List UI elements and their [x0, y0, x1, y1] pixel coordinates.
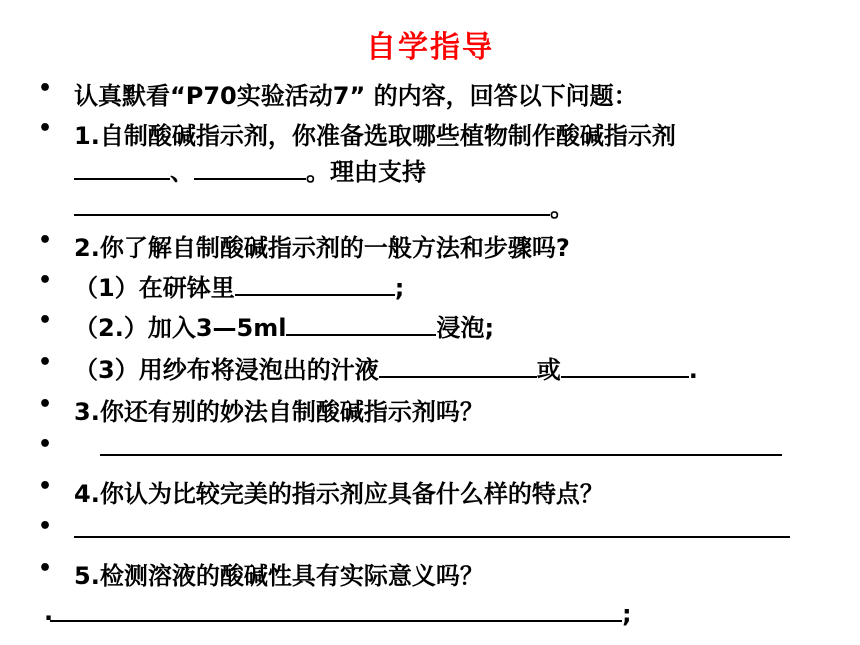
step-1-end: ;: [394, 274, 405, 302]
answer-blank[interactable]: [379, 354, 537, 378]
answer-blank[interactable]: [74, 514, 790, 538]
separator: 、: [170, 158, 194, 186]
period: 。: [550, 194, 574, 222]
step-3-or: 或: [536, 356, 561, 384]
answer-blank[interactable]: [50, 598, 622, 622]
step-2-end: 浸泡;: [436, 314, 495, 342]
answer-blank[interactable]: [561, 354, 689, 378]
leading-dot: .: [44, 598, 54, 626]
question-4-text: 4.你认为比较完美的指示剂应具备什么样的特点？: [74, 480, 604, 508]
step-2-text: （2.）加入3—5ml: [74, 314, 287, 342]
bullet: •: [38, 308, 53, 333]
bullet: •: [38, 474, 53, 499]
bullet: •: [38, 350, 53, 375]
bullet: •: [38, 228, 53, 253]
answer-blank[interactable]: [100, 432, 782, 456]
bullet: •: [38, 268, 53, 293]
question-1-reason: 。理由支持: [306, 158, 426, 186]
intro-text: 认真默看“P70实验活动7” 的内容，回答以下问题：: [74, 82, 638, 110]
question-2-text: 2.你了解自制酸碱指示剂的一般方法和步骤吗?: [74, 234, 570, 262]
question-5-text: 5.检测溶液的酸碱性具有实际意义吗？: [74, 562, 484, 590]
bullet: •: [38, 514, 53, 539]
bullet: •: [38, 392, 53, 417]
bullet: •: [38, 76, 53, 101]
answer-blank[interactable]: [286, 312, 436, 336]
bullet: •: [38, 556, 53, 581]
step-3-end: .: [688, 356, 698, 384]
answer-blank[interactable]: [194, 156, 306, 180]
answer-blank[interactable]: [74, 156, 170, 180]
step-3-text: （3）用纱布将浸泡出的汁液: [74, 356, 379, 384]
question-3-text: 3.你还有别的妙法自制酸碱指示剂吗？: [74, 398, 484, 426]
answer-blank[interactable]: [74, 192, 550, 216]
bullet: •: [38, 116, 53, 141]
answer-blank[interactable]: [235, 272, 395, 296]
page-title: 自学指导: [366, 30, 494, 65]
question-1-text: 1.自制酸碱指示剂，你准备选取哪些植物制作酸碱指示剂: [74, 122, 676, 150]
step-1-text: （1）在研钵里: [74, 274, 235, 302]
bullet: •: [38, 432, 53, 457]
semicolon: ;: [622, 600, 632, 628]
